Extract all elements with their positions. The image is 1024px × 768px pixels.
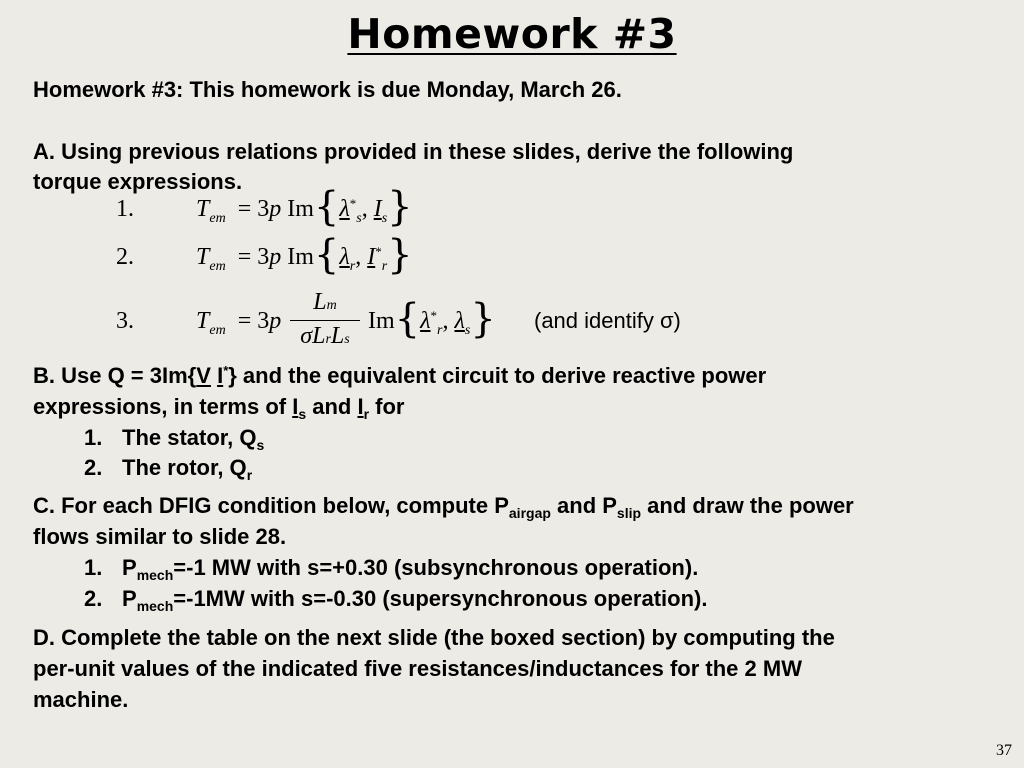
equation-1-number: 1. — [116, 196, 134, 222]
equation-1: $T_{em} = 3p$ $Im\{\lambda^*_s$, $I_s$} — [196, 184, 413, 230]
equation-3-fraction: Lm σLrLs — [290, 288, 360, 355]
part-b-item-1: 1. The stator, $Q_s$ — [84, 425, 265, 453]
part-a-line1: A. Using previous relations provided in these slides, derive the following — [33, 139, 794, 164]
identify-sigma-note: (and identify σ) — [534, 308, 681, 333]
part-c-line1: C. For each DFIG condition below, compute $P_{airgap}$ and $P_{slip}$ and draw the power — [33, 493, 854, 521]
slide-title: Homework #3 — [347, 10, 677, 58]
part-c-line2: flows similar to slide 28. — [33, 524, 287, 549]
part-c-item-2: 2. $P_{mech}=-1MW$ with s=-0.30 (supersynchronous operation). — [84, 586, 708, 614]
equation-2: $T_{em} = 3p$ $Im\{\lambda_r$, $I^*_r$} — [196, 232, 413, 278]
part-c-item-1: 1. $P_{mech}=-1$ MW with s=+0.30 (subsynchronous operation). — [84, 555, 699, 583]
part-d-line3: machine. — [33, 687, 129, 712]
part-b-line1: B. Use Q = 3Im{V I*} and the equivalent circuit to derive reactive power — [33, 363, 767, 388]
part-b-item-2: 2. The rotor, $Q_r$ — [84, 455, 253, 483]
equation-3-rhs: $Im\{\lambda^*_r$, $\lambda_s$} — [368, 296, 496, 342]
part-a-line2: torque expressions. — [33, 169, 243, 194]
equation-3-number: 3. — [116, 308, 134, 334]
part-b-line2: expressions, in terms of $I_s$ and $I_r$ for — [33, 394, 405, 422]
equation-2-number: 2. — [116, 244, 134, 270]
equation-3-lhs: $T_{em} = 3p$ — [196, 308, 282, 338]
intro-text: Homework #3: This homework is due Monday, March 26. — [33, 77, 622, 102]
part-d-line2: per-unit values of the indicated five resistances/inductances for the 2 MW — [33, 656, 802, 681]
slide-number: 37 — [996, 742, 1012, 759]
part-d-line1: D. Complete the table on the next slide (the boxed section) by computing the — [33, 625, 835, 650]
